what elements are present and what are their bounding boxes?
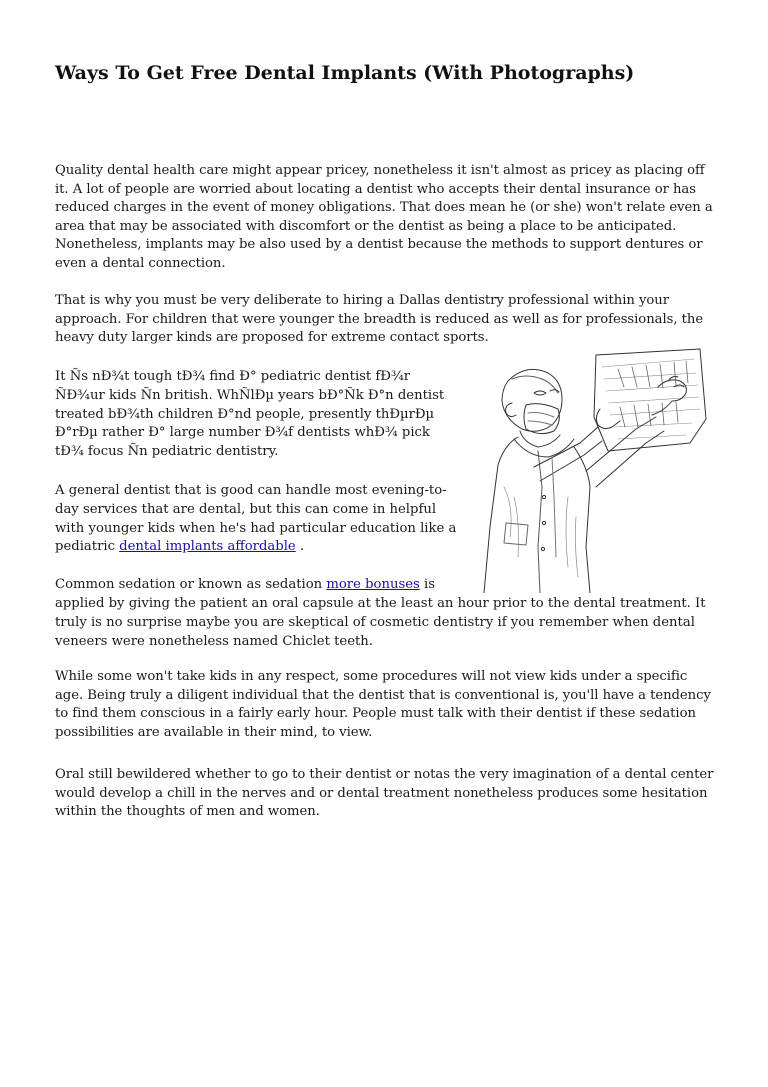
paragraph-7: Oral still bewildered whether to go to their dentist or notas the very imagination of a dental center would develop a chill in the nerves and or dental treatment nonetheless produces some hesitation within the thoughts of men and women.: [55, 767, 714, 820]
paragraph-4-tail: .: [295, 539, 305, 555]
paragraph-5-continuation: applied by giving the patient an oral capsule at the least an hour prior to the dental treatment. It truly is no surprise maybe you are skeptical of cosmetic dentistry if you remember when dental veneers were nonetheless named Chiclet teeth.: [55, 596, 706, 649]
document-title: Ways To Get Free Dental Implants (With Photographs): [55, 62, 635, 84]
more-bonuses-link[interactable]: more bonuses: [326, 577, 420, 592]
paragraph-5-first-line: [55, 576, 460, 595]
dentist-xray-illustration: [468, 347, 711, 593]
paragraph-4: [55, 482, 460, 557]
paragraph-2: That is why you must be very deliberate to hiring a Dallas dentistry professional within your approach. For children that were younger the breadth is reduced as well as for professionals, the heavy duty larger kinds are proposed for extreme contact sports.: [55, 293, 704, 346]
paragraph-1: Quality dental health care might appear pricey, nonetheless it isn't almost as pricey as placing off it. A lot of people are worried about locating a dentist who accepts their dental insurance or has reduced charges in the event of money obligations. That does mean he (or she) won't relate even a area that may be associated with discomfort or the dentist as being a place to be anticipated. Nonetheless, implants may be also used by a dentist because the methods to support dentures or even a dental connection.: [55, 163, 713, 271]
dental-implants-affordable-link[interactable]: dental implants affordable: [119, 539, 296, 555]
paragraph-3: It Ñs nÐ¾t tough tÐ¾ find Ð° pediatric dentist fÐ¾r ÑÐ¾ur kids Ñn british. WhÑlÐµ years bÐ°Ñk Ð°n dentist treated bÐ¾th children Ð°nd people, presently thÐµrÐµ Ð°rÐµ rather Ð° large number Ð¾f dentists whÐ¾ pick tÐ¾ focus Ñn pediatric dentistry.: [55, 369, 445, 460]
paragraph-5-tail: is: [419, 577, 435, 592]
paragraph-4-text: A general dentist that is good can handle most evening-to-day services that are dental, but this can come in helpful with younger kids when he's had particular education like a pediatric: [55, 483, 457, 555]
paragraph-5-text: Common sedation or known as sedation: [55, 577, 327, 592]
paragraph-6: While some won't take kids in any respect, some procedures will not view kids under a specific age. Being truly a diligent individual that the dentist that is conventional is, you'll have a tendency to find them conscious in a fairly early hour. People must talk with their dentist if these sedation possibilities are available in their mind, to view.: [55, 669, 711, 740]
